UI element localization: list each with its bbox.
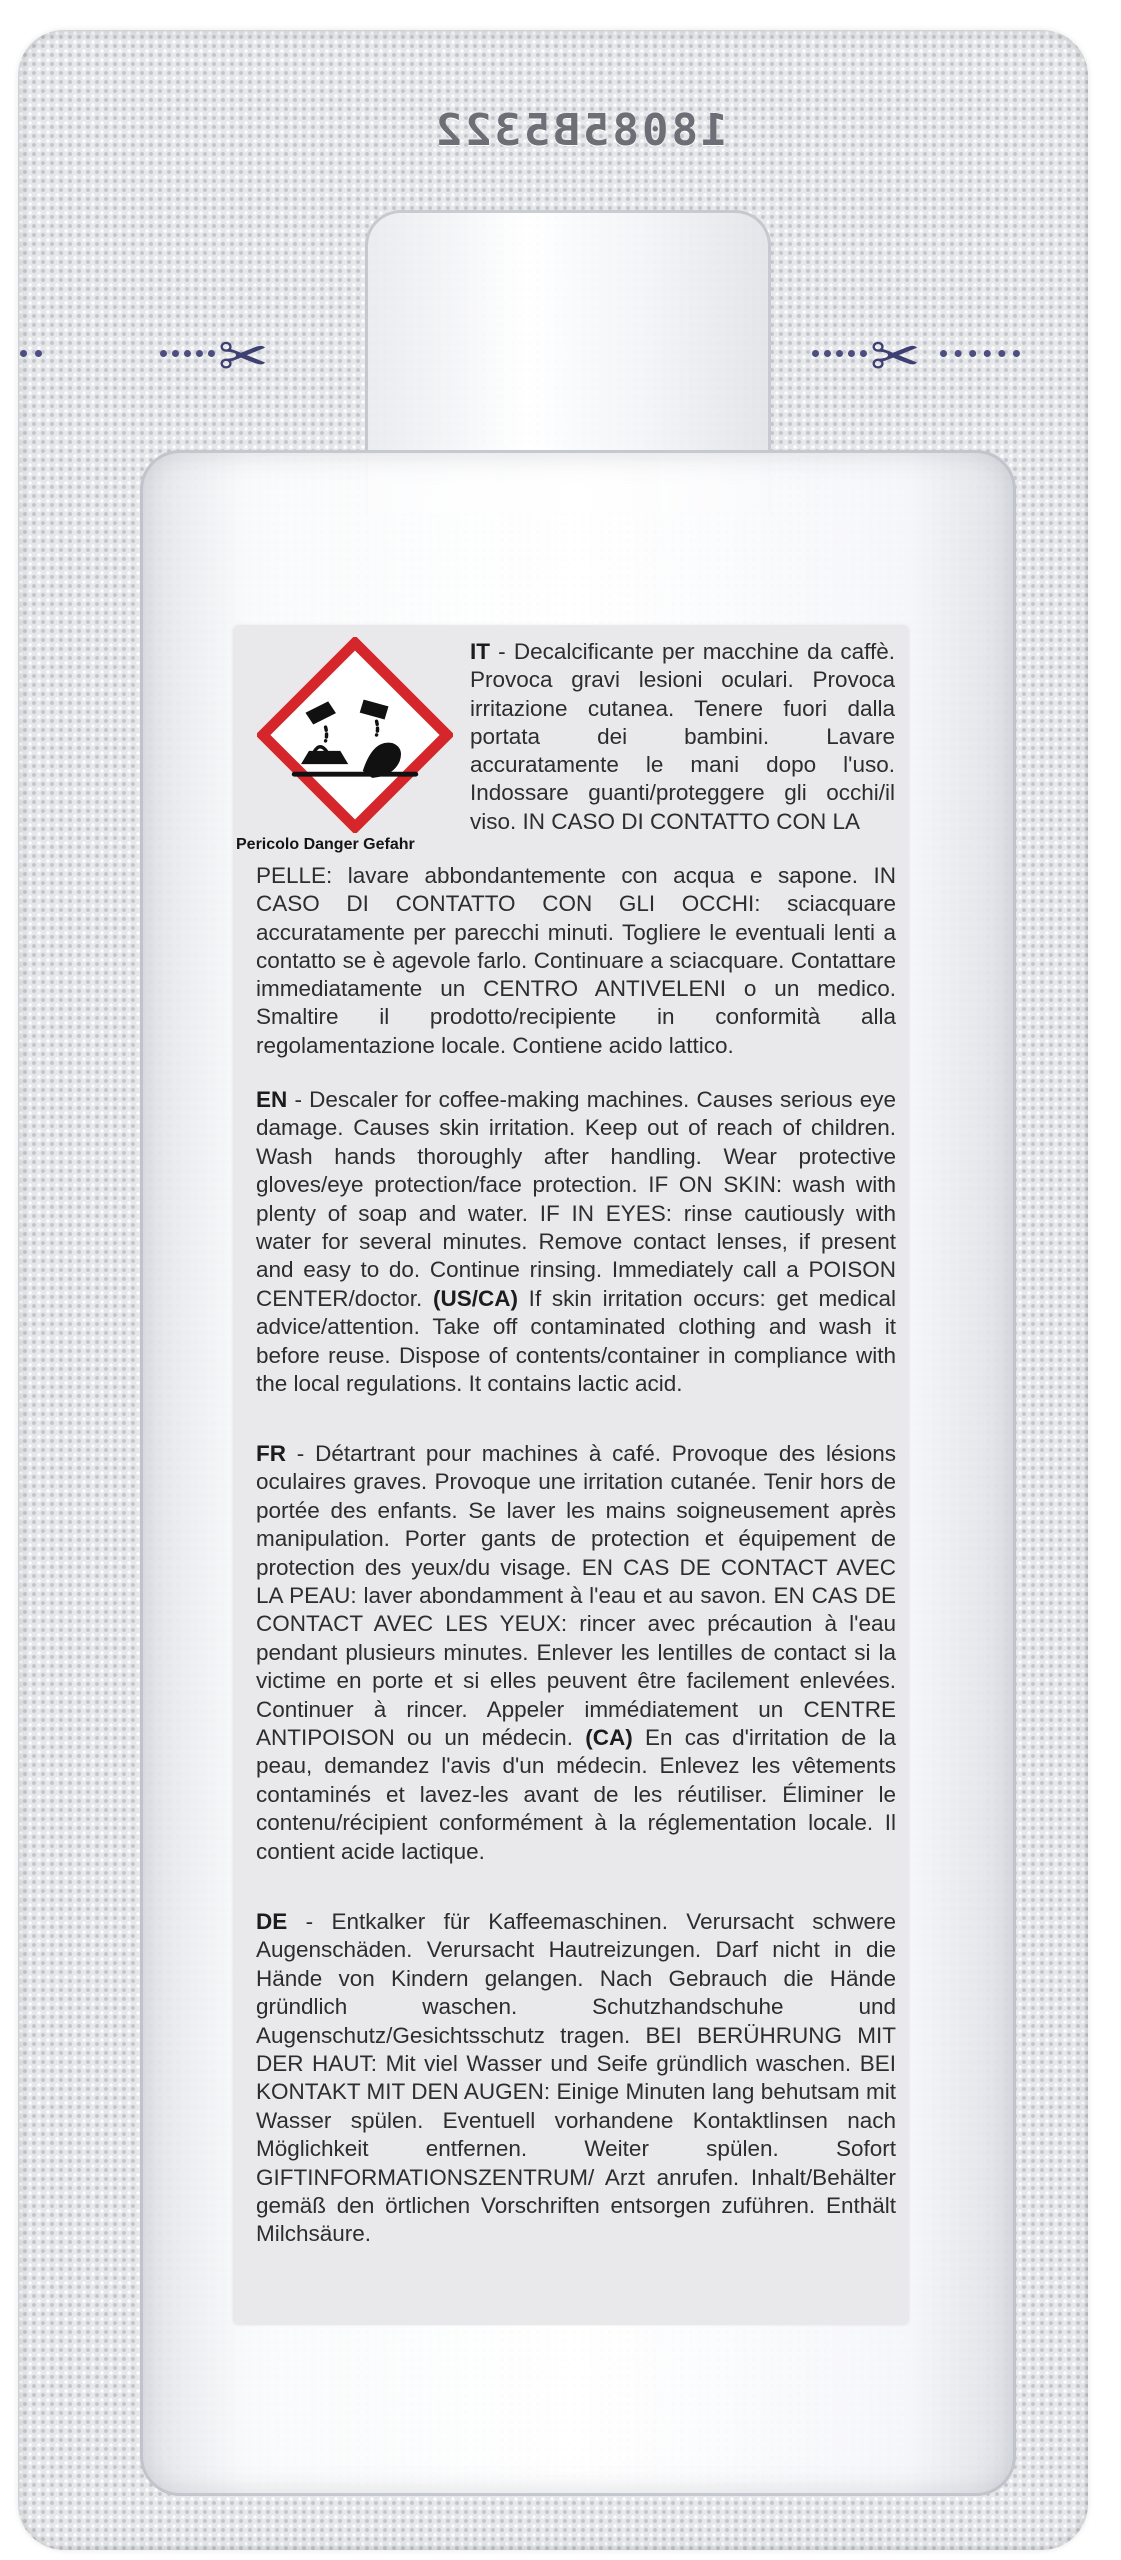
corrosive-hazard-icon — [257, 637, 453, 833]
embossed-lot-code: 18085B5322 — [432, 105, 728, 156]
language-code-en: EN — [256, 1087, 288, 1112]
label-text-en-b: If skin irritation occurs: get medical advice/attention. Take off contaminated clothing and wash it before reuse. Dispose of contents/container in compliance with the local regulations. It contains lactic acid. — [256, 1285, 896, 1397]
cut-line-left — [160, 350, 215, 357]
label-text-it-rest: PELLE: lavare abbondantemente con acqua e sapone. IN CASO DI CONTATTO CON GLI OCCHI: sciacquare accuratamente per parecchi minuti. Togliere le eventuali lenti a contatto se è agevole farlo. Continuare a sciacquare. Contattare immediatamente un CENTRO ANTIVELENI o un medico. Smaltire il prodotto/recipiente in conformità alla regolamentazione locale. Contiene acido lattico. — [256, 863, 896, 1058]
scissors-icon: ✂ — [870, 322, 921, 392]
cut-line-left-edge — [20, 350, 42, 357]
language-code-it: IT — [470, 639, 490, 664]
label-text-fr-a: - Détartrant pour machines à café. Provoque des lésions oculaires graves. Provoque une irritation cutanée. Tenir hors de portée des enfants. Se laver les mains soigneusement après manipulation. Porter gants de protection et équipement de protection des yeux/du visage. EN CAS DE CONTACT AVEC LA PEAU: laver abondamment à l'eau et au savon. EN CAS DE CONTACT AVEC LES YEUX: rincer avec précaution à l'eau pendant plusieurs minutes. Enlever les lentilles de contact si la victime en porte et si elles peuvent être facilement enlevées. Continuer à rincer. Appeler immédiatement un CENTRE ANTIPOISON ou un médecin. — [256, 1441, 896, 1751]
label-text-en-a: - Descaler for coffee-making machines. Causes serious eye damage. Causes skin irritation. Keep out of reach of children. Wash hands thoroughly after handling. Wear protective gloves/eye protection/face protection. IF ON SKIN: wash with plenty of soap and water. IF IN EYES: rinse cautiously with water for several minutes. Remove contact lenses, if present and easy to do. Continue rinsing. Immediately call a POISON CENTER/doctor. — [256, 1087, 896, 1311]
label-text-it-a: - Decalcificante per macchine da caffè. Provoca gravi lesioni oculari. Provoca irritazione cutanea. Tenere fuori dalla portata dei bambini. Lavare accuratamente le mani dopo l'uso. Indossare guanti/proteggere gli occhi/il viso. IN CASO DI CONTATTO CON LA — [470, 639, 895, 834]
label-text-it-first — [470, 638, 895, 836]
language-code-de: DE — [256, 1909, 288, 1934]
cut-line-right-edge — [940, 350, 1020, 357]
label-text-en — [256, 1086, 896, 1398]
cut-line-right — [812, 350, 867, 357]
label-text-fr-b: En cas d'irritation de la peau, demandez l'avis d'un médecin. Enlevez les vêtements contaminés et lavez-les avant de les réutiliser. Éliminer le contenu/récipient conformément à la réglementation locale. Il contient acide lactique. — [256, 1725, 897, 1864]
region-code-us-ca: (US/CA) — [433, 1285, 518, 1311]
label-text-de — [256, 1908, 896, 2249]
region-code-ca: (CA) — [585, 1725, 633, 1751]
language-code-fr: FR — [256, 1441, 286, 1466]
scissors-icon: ✂ — [218, 322, 269, 392]
hazard-signal-words: Pericolo Danger Gefahr — [236, 836, 415, 853]
label-text-fr — [256, 1440, 896, 1866]
label-text-de-a: - Entkalker für Kaffeemaschinen. Verursacht schwere Augenschäden. Verursacht Hautreizungen. Darf nicht in die Hände von Kindern gelangen. Nach Gebrauch die Hände gründlich waschen. Schutzhandschuhe und Augenschutz/Gesichtsschutz tragen. BEI BERÜHRUNG MIT DER HAUT: Mit viel Wasser und Seife gründlich waschen. BEI KONTAKT MIT DEN AUGEN: Einige Minuten lang behutsam mit Wasser spülen. Eventuell vorhandene Kontaktlinsen nach Möglichkeit entfernen. Weiter spülen. Sofort GIFTINFORMATIONSZENTRUM/ Arzt anrufen. Inhalt/Behälter gemäß den örtlichen Vorschriften entsorgen zuführen. Enthält Milchsäure. — [256, 1909, 896, 2247]
